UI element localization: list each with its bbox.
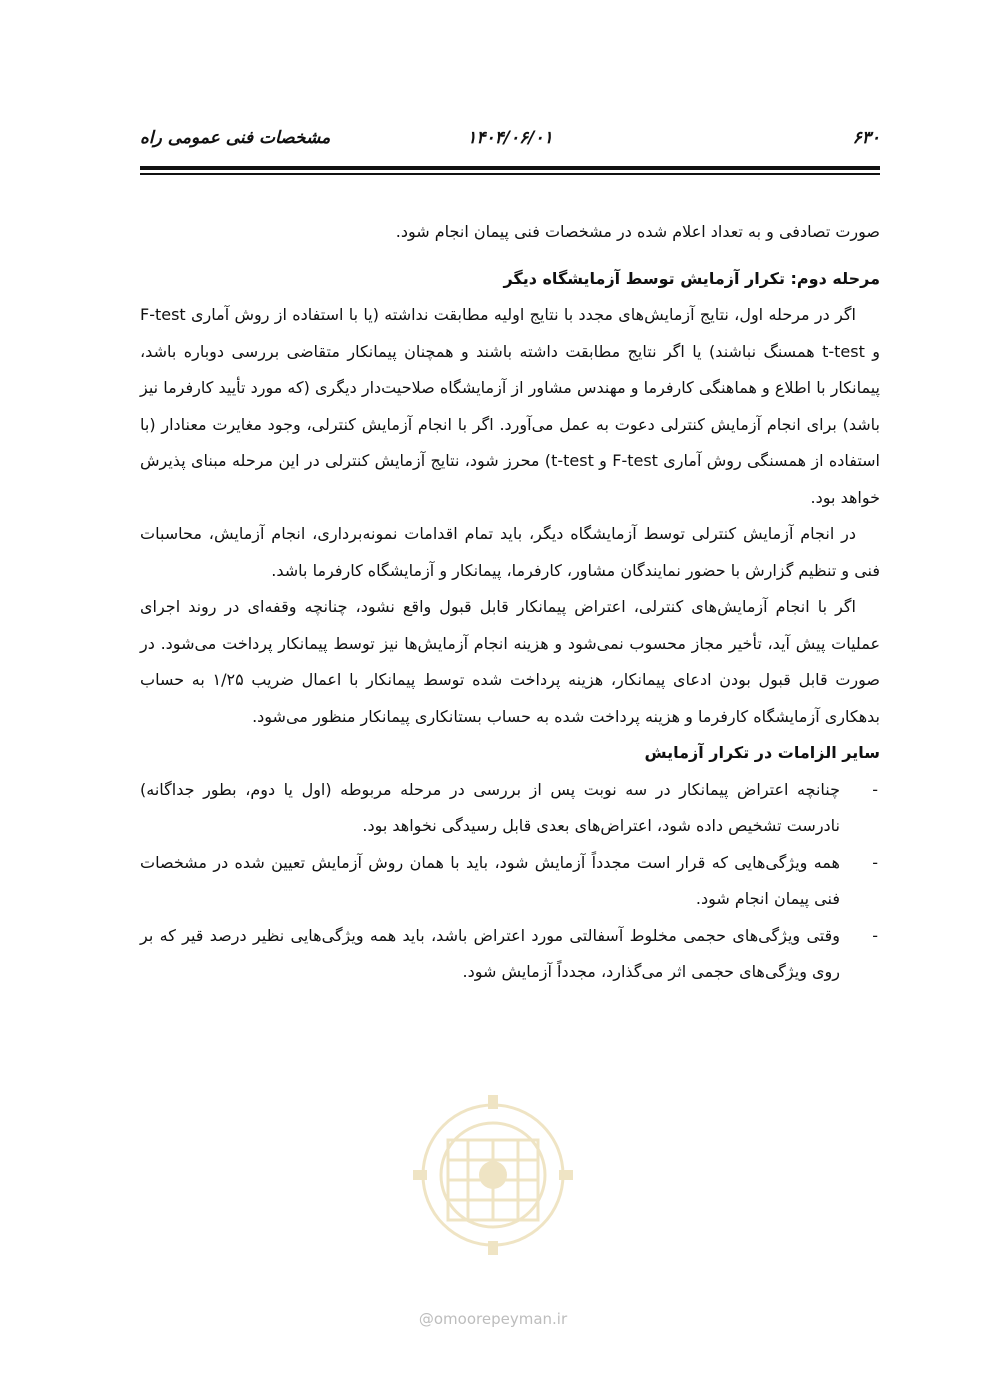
- watermark-seal-icon: [388, 1080, 598, 1270]
- list-item-text: چنانچه اعتراض پیمانکار در سه نوبت پس از بررسی در مرحله مربوطه (اول یا دوم، بطور جداگانه) نادرست تشخیص داده شود، اعتراض‌های بعدی قابل رسیدگی نخواهد بود.: [140, 779, 840, 835]
- header-rule-thick: [140, 166, 880, 170]
- list-item: [140, 772, 880, 845]
- page-number: ۶۳۰: [852, 128, 880, 148]
- paragraph: اگر در مرحله اول، نتایج آزمایش‌های مجدد با نتایج اولیه مطابقت نداشته (یا با استفاده از روش آماری F-test و t-test همسنگ نباشند) یا اگر نتایج مطابقت داشته باشند و همچنان پیمانکار متقاضی بررسی دوباره باشد، پیمانکار با اطلاع و هماهنگی کارفرما و مهندس مشاور از آزمایشگاه صلاحیت‌دار دیگری (که مورد تأیید کارفرما نیز باشد) برای انجام آزمایش کنترلی دعوت به عمل می‌آورد. اگر با انجام آزمایش کنترلی، وجود مغایرت معنادار (با استفاده از همسنگی روش آماری F-test و t-test) محرز شود، نتایج آزمایش کنترلی در این مرحله مبنای پذیرش خواهد بود.: [140, 305, 881, 507]
- document-title: مشخصات فنی عمومی راه: [140, 128, 331, 148]
- list-item: [140, 918, 880, 991]
- section-heading-stage-two: مرحله دوم: تکرار آزمایش توسط آزمایشگاه دیگر: [503, 268, 880, 288]
- dash-bullet: -: [872, 852, 878, 872]
- header-rule-thin: [140, 173, 880, 175]
- header-date: ۱۴۰۴/۰۶/۰۱: [467, 128, 553, 148]
- list-item-text: وقتی ویژگی‌های حجمی مخلوط آسفالتی مورد اعتراض باشد، باید همه ویژگی‌هایی نظیر درصد قیر که بر روی ویژگی‌های حجمی اثر می‌گذارد، مجدداً آزمایش شود.: [140, 925, 840, 981]
- requirements-list: [140, 772, 880, 991]
- page-content: [140, 214, 880, 991]
- section-heading-other-requirements: سایر الزامات در تکرار آزمایش: [644, 743, 880, 762]
- watermark-handle: @omoorepeyman.ir: [418, 1310, 568, 1328]
- list-item-text: همه ویژگی‌هایی که قرار است مجدداً آزمایش شود، باید با همان روش آزمایش تعیین شده در مشخصات فنی پیمان انجام شود.: [140, 852, 840, 908]
- paragraph: اگر با انجام آزمایش‌های کنترلی، اعتراض پیمانکار قابل قبول واقع نشود، چنانچه وقفه‌ای در روند اجرای عملیات پیش آید، تأخیر مجاز محسوب نمی‌شود و هزینه انجام آزمایش‌ها نیز توسط پیمانکار پرداخت می‌شود. در صورت قابل قبول بودن ادعای پیمانکار، هزینه پرداخت شده توسط پیمانکار با اعمال ضریب ۱/۲۵ به حساب بدهکاری آزمایشگاه کارفرما و هزینه پرداخت شده به حساب بستانکاری پیمانکار منظور می‌شود.: [140, 597, 880, 726]
- page-header: [140, 128, 880, 158]
- dash-bullet: -: [872, 925, 878, 945]
- list-item: [140, 845, 880, 918]
- paragraph: در انجام آزمایش کنترلی توسط آزمایشگاه دیگر، باید تمام اقدامات نمونه‌برداری، انجام آزمایش، محاسبات فنی و تنظیم گزارش با حضور نمایندگان مشاور، کارفرما، پیمانکار و آزمایشگاه کارفرما باشد.: [140, 524, 880, 580]
- intro-line: صورت تصادفی و به تعداد اعلام شده در مشخصات فنی پیمان انجام شود.: [395, 222, 880, 241]
- dash-bullet: -: [872, 779, 878, 799]
